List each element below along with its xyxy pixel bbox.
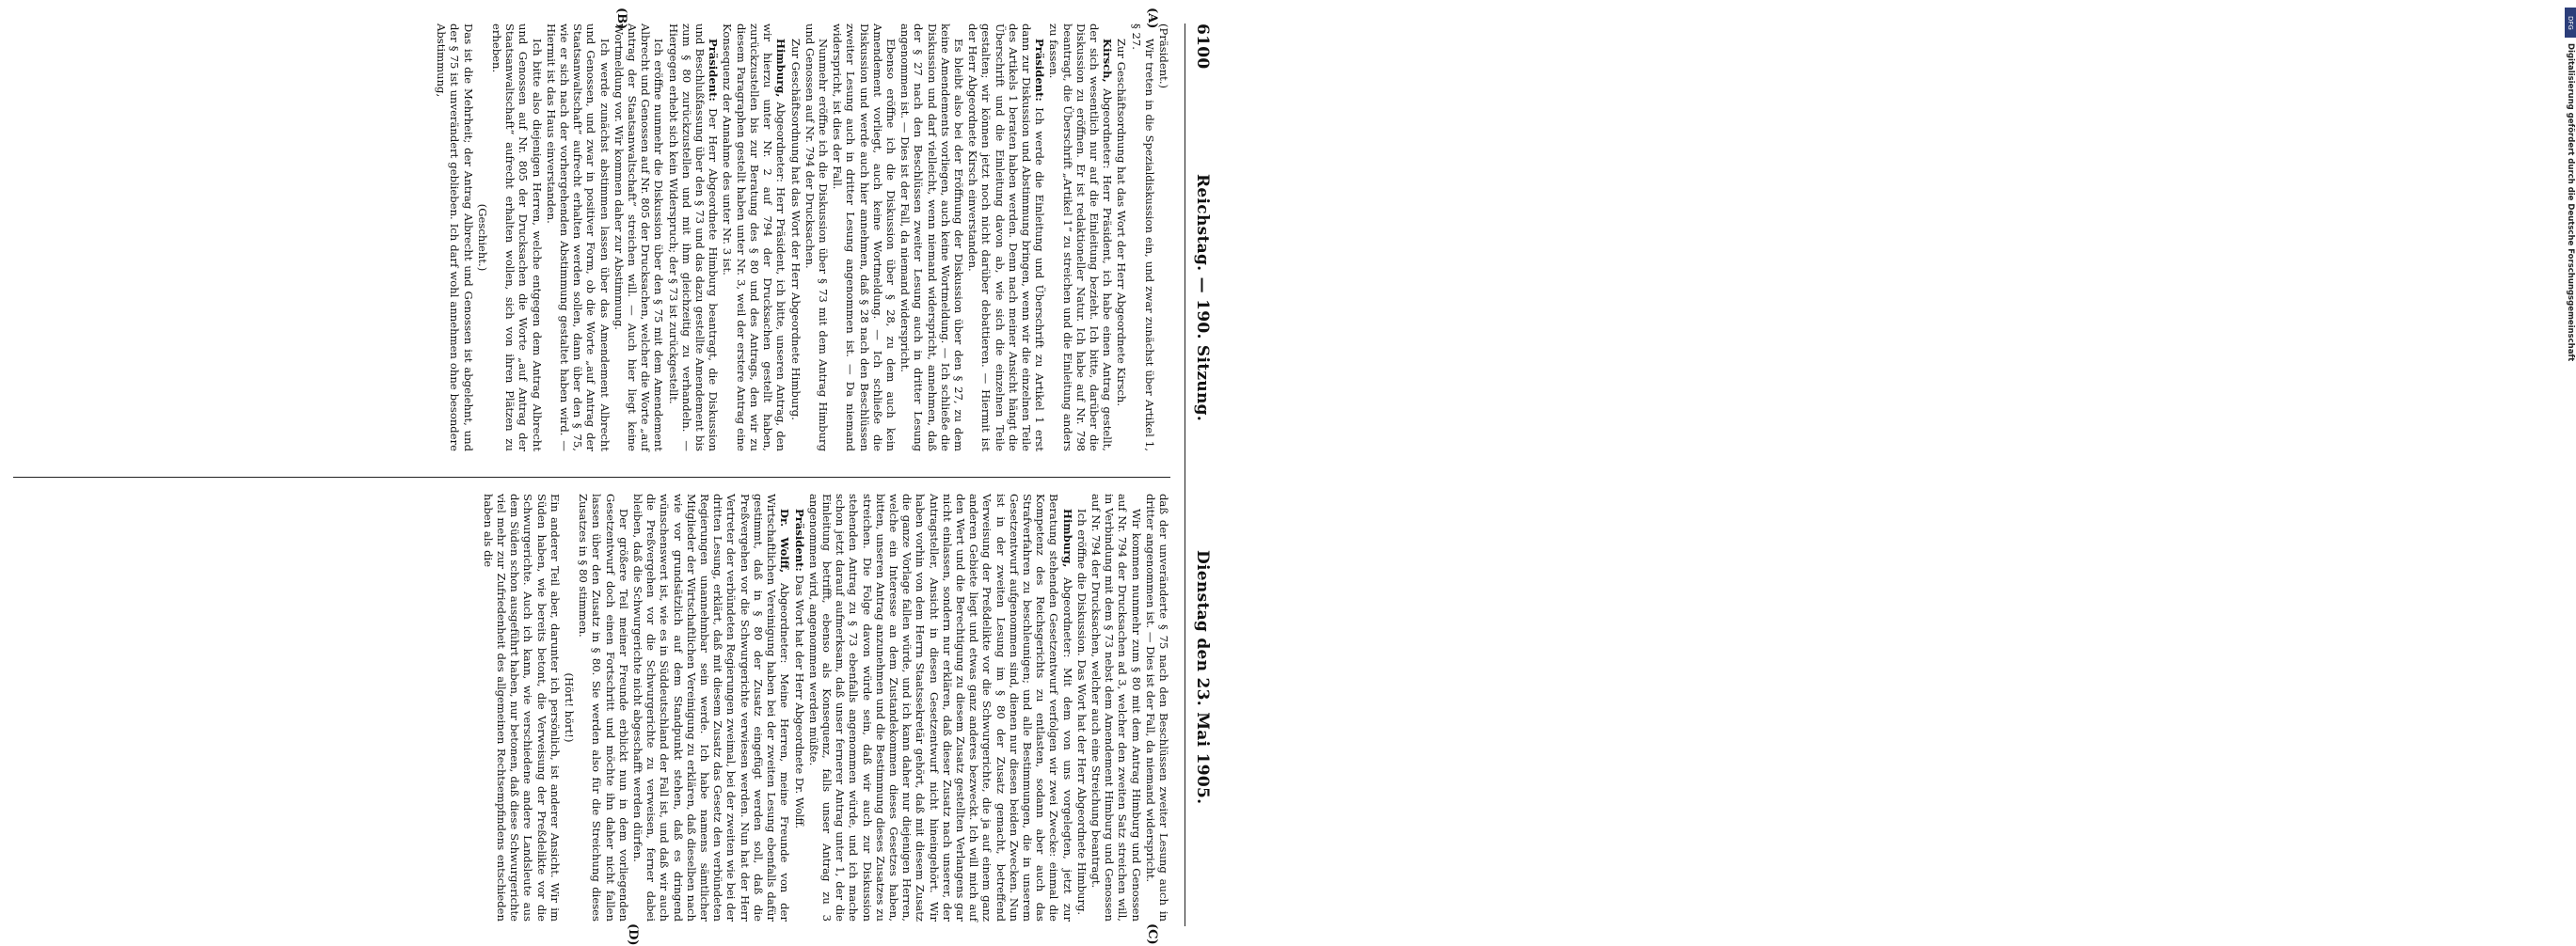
paragraph (898, 24, 965, 451)
paragraph (1129, 24, 1155, 451)
paragraph (482, 494, 562, 922)
page-number: 6100 (1193, 24, 1212, 70)
paragraph-text: Der Herr Abgeordnete Himburg beantragt, die Diskussion und Beschlußfassung über den § 73 und das dazu gestellte Amendement bis zum § 80 zurückzustellen und mit ihm gleichzeitig zu verhandeln. — Hiergegen erhebt sich kein Widerspruch; der § 73 ist zurückgestellt. (666, 24, 721, 451)
text-column-right (18, 494, 1170, 922)
paragraph (788, 24, 802, 451)
speaker-name: Präsident: (1033, 39, 1047, 102)
paragraph (435, 24, 475, 451)
margin-mark-a: (A) (1145, 8, 1159, 29)
paragraph-text: daß der unveränderte § 75 nach den Beschlüssen zweiter Lesung auch in dritter angenommen ist. — Dies ist der Fall, da niemand widerspricht. (1143, 494, 1170, 922)
column-divider (13, 477, 1170, 478)
paragraph-text: Ich werde zunächst abstimmen lassen über das Amendement Albrecht und Genossen, und zwar in positiver Form, ob die Worte „auf Antrag der Staatsanwaltschaft“ aufrecht erhalten werden sollen, dann über den § 75, wie er sich nach der vorhergehenden Abstimmung gestaltet haben wird. — Hiermit ist das Haus einverstanden. (544, 24, 612, 451)
dfg-logo: DFG (2565, 8, 2576, 38)
paragraph-text: Es bleibt also bei der Eröffnung der Diskussion über den § 27, zu dem keine Amendements vorliegen, auch keine Wortmeldung. — Ich schließe die Diskussion und darf vielleicht, wenn niemand widerspricht, annehmen, daß der § 27 nach den Beschlüssen zweiter Lesung auch in dritter Lesung angenommen ist. — Dies ist der Fall, da niemand widerspricht. (898, 24, 965, 451)
paragraph (1157, 24, 1170, 451)
paragraph (1144, 494, 1170, 922)
digitization-note: Digitalisierung gefördert durch die Deutsche Forschungsgemeinschaft (2566, 43, 2575, 362)
paragraph-text: Zur Geschäftsordnung hat das Wort der Herr Abgeordnete Himburg. (788, 39, 803, 420)
digitization-sidebar (1276, 0, 2575, 940)
paragraph-text: Abgeordneter: Herr Präsident, ich habe einen Antrag gestellt, der sich wesentlich nur auf die Einleitung bezieht. Ich bitte, darüber die Diskussion zu eröffnen. Er ist redaktioneller Natur. Ich habe auf Nr. 798 beantragt, die Überschrift „Artikel 1“ zu streichen und die Einleitung anders zu fassen. (1047, 24, 1115, 451)
paragraph (1075, 494, 1089, 922)
session-title: Reichstag. — 190. Sitzung. (1193, 174, 1212, 422)
paragraph (490, 24, 544, 451)
paragraph-text: (Hört! hört!) (563, 672, 577, 743)
paragraph-text: Der größere Teil meiner Freunde erblickt nun in dem vorliegenden Gesetzentwurf doch einen Fortschritt und möchte ihn daher nicht fallen lassen über den Zusatz in § 80. Sie werden also für die Streichung dieses Zusatzes in § 80 stimmen. (577, 494, 630, 922)
paragraph (563, 494, 576, 922)
paragraph-text: Ich bitte also diejenigen Herren, welche entgegen dem Antrag Albrecht und Genossen auf Nr. 805 der Drucksachen die Worte „auf Antrag der Staatsanwaltschaft“ aufrecht erhalten wollen, sich von ihren Plätzen zu erheben. (490, 24, 544, 451)
paragraph-text: Ebenso eröffne ich die Diskussion über § 28, zu dem auch kein Amendement vorliegt, auch keine Wortmeldung. — Ich schließe die Diskussion und werde auch hier annehmen, daß § 28 nach den Beschlüssen zweiter Lesung auch in dritter Lesung angenommen ist. — Da niemand widerspricht, ist dies der Fall. (831, 24, 898, 451)
paragraph-text: Abgeordneter: Meine Herren, meine Freunde von der Wirtschaftlichen Vereinigung haben bei der zweiten Lesung ebenfalls dafür gestimmt, daß in § 80 der Zusatz eingefügt werden soll, daß die Preßvergehen vor die Schwurgerichte verwiesen werden. Nun hat der Herr Vertreter der verbündeten Regierungen zweimal, bei der zweiten wie bei der dritten Lesung, erklärt, daß mit diesem Zusatz das Gesetz den verbündeten Regierungen unannehmbar sein werde. Ich habe namens sämtlicher Mitglieder der Wirtschaftlichen Vereinigung zu erklären, daß dieselben nach wie vor grundsätzlich auf dem Standpunkt stehen, daß es dringend wünschenswert ist, wie es in Süddeutschland der Fall ist, und daß wir auch die Preßvergehen vor die Schwurgerichte zu verweisen, ferner dabei bleiben, daß die Schwurgerichte nicht abgeschafft werden dürfen. (631, 494, 792, 922)
paragraph (721, 24, 787, 451)
speaker-name: Himburg, (774, 39, 788, 98)
paragraph (1115, 24, 1128, 451)
paragraph-text: Wir treten in die Spezialdiskussion ein, und zwar zunächst über Artikel 1, § 27. (1129, 24, 1156, 451)
paragraph-text: (Geschieht.) (475, 203, 489, 272)
margin-mark-b: (B) (614, 8, 628, 30)
paragraph-text: Ein anderer Teil aber, darunter ich persönlich, ist anderer Ansicht. Wir im Süden haben, wie bereits betont, die Verweisung der Preßdelikte vor die Schwurgerichte. Auch ich kann, wie verschiedene andere Landsleute aus dem Süden schon ausgeführt haben, nur betonen, daß diese Schwurgerichte viel mehr zur Zufriedenheit des allgemeinen Rechtsempfindens entschieden haben als die (481, 494, 562, 922)
paragraph-text: Abgeordneter: Mit dem von uns vorgelegten, jetzt zur Beratung stehenden Gesetzentwurf verfolgen wir zwei Zwecke: einmal die Kompetenz des Reichsgerichts zu entlasten, sodann aber auch das Strafverfahren zu beschleunigen; und alle Bestimmungen, die in unserem Gesetzentwurf aufgenommen sind, dienen nur diesen beiden Zwecken. Nun ist in der zweiten Lesung im § 80 der Zusatz gemacht, betreffend Verweisung der Preßdelikte vor die Schwurgerichte, die ja auf einem ganz anderen Gebiete liegt und etwas ganz anderes bezweckt. Ich will mich auf den Wert und die Berechtigung zu diesem Zusatz gestellten Verlangens gar nicht einlassen, sondern nur erklären, daß dieser Zusatz nach unserer, der Antragsteller, Ansicht in diesen Gesetzentwurf nicht hineingehört. Wir haben vorhin von dem Herrn Staatssekretär gehört, daß mit diesem Zusatz die ganze Vorlage fallen würde, und ich kann daher nur diejenigen Herren, welche ein Interesse an dem Zustandekommen dieses Gesetzes haben, bitten, unseren Antrag anzunehmen und die Bestimmung dieses Zusatzes zu streichen. Die Folge davon würde sein, daß wir auch zur Diskussion stehenden Antrag zu § 73 ebenfalls angenommen würde, und ich mache schon jetzt darauf aufmerksam, daß unser fernerer Antrag unter 1, der die Einleitung betrifft, ebenso als Konsequenz, falls unser Antrag zu 3 angenommen wird, angenommen werden müßte. (806, 494, 1074, 922)
speaker-name: Kirsch, (1101, 39, 1115, 83)
paragraph-text: Wir kommen nunmehr zum § 80 mit dem Antrag Himburg und Genossen auf Nr. 794 der Drucksachen ad 3, welcher den zweiten Satz streichen will, in Verbindung mit dem § 73 nebst dem Amendement Himburg und Genossen auf Nr. 794 der Drucksachen, welcher auch eine Streichung beantragt. (1089, 494, 1143, 922)
text-column-left (18, 24, 1170, 451)
paragraph (476, 24, 489, 451)
paragraph (577, 494, 630, 922)
speaker-name: Himburg, (1060, 509, 1074, 568)
paragraph-text: Zur Geschäftsordnung hat das Wort der Herr Abgeordnete Kirsch. (1115, 39, 1129, 407)
paragraph-text: Abgeordneter: Herr Präsident, ich bitte, unseren Antrag, den wir hierzu unter Nr. 2 auf 794 der Drucksachen gestellt haben, zurückzustellen bis zur Beratung des § 80 und des Antrags, den wir zu diesem Paragraphen gestellt haben unter Nr. 3, weil der erstere Antrag eine Konsequenz der Annahme des unter Nr. 3 ist. (721, 24, 788, 451)
paragraph (792, 494, 805, 922)
speaker-name: Dr. Wolff, (778, 509, 792, 574)
paragraph-text: Ich werde die Einleitung und Überschrift zu Artikel 1 erst dann zur Diskussion und Abstimmung bringen, wenn wir die einzelnen Teile des Artikels 1 beraten haben werden. Denn nach meiner Ansicht hängt die Überschrift und die Einleitung davon ab, wie sich die einzelnen Teile gestalten; wir können jetzt noch nicht darüber debattieren. — Hiermit ist der Herr Abgeordnete Kirsch einverstanden. (966, 24, 1047, 451)
margin-mark-d: (D) (626, 923, 640, 946)
paragraph (966, 24, 1046, 451)
running-head (1176, 0, 1223, 940)
paragraph-text: Ich eröffne die Diskussion. Das Wort hat der Herr Abgeordnete Himburg. (1074, 509, 1089, 916)
paragraph-text: Nunmehr eröffne ich die Diskussion über § 73 mit dem Antrag Himburg und Genossen auf Nr. 794 der Drucksachen. (803, 24, 830, 451)
paragraph-text: Das ist die Mehrheit; der Antrag Albrecht und Genossen ist abgelehnt, und der § 75 ist unverändert geblieben. Ich darf wohl annehmen ohne besondere Abstimmung, (435, 24, 475, 451)
speaker-name: Präsident: (707, 39, 721, 102)
paragraph (831, 24, 898, 451)
paragraph (1089, 494, 1143, 922)
paragraph-text: Das Wort hat der Herr Abgeordnete Dr. Wolff. (792, 571, 806, 829)
paragraph (1047, 24, 1114, 451)
speaker-name: Präsident: (792, 509, 806, 572)
paragraph (807, 494, 1074, 922)
paragraph (631, 494, 791, 922)
margin-mark-c: (C) (1145, 923, 1159, 945)
session-date: Dienstag den 23. Mai 1905. (1193, 550, 1212, 805)
paragraph (803, 24, 830, 451)
paragraph (666, 24, 720, 451)
document-page (0, 0, 1223, 946)
paragraph-text: (Präsident.) (1157, 24, 1170, 89)
paragraph (545, 24, 612, 451)
paragraph-text: Ich eröffne nunmehr die Diskussion über den § 75 mit dem Amendement Albrecht und Genossen auf Nr. 805 der Drucksachen, welcher die Worte „auf Antrag der Staatsanwaltschaft“ streichen will. — Auch hier liegt keine Wortmeldung vor. Wir kommen daher zur Abstimmung. (612, 24, 666, 451)
paragraph (612, 24, 666, 451)
